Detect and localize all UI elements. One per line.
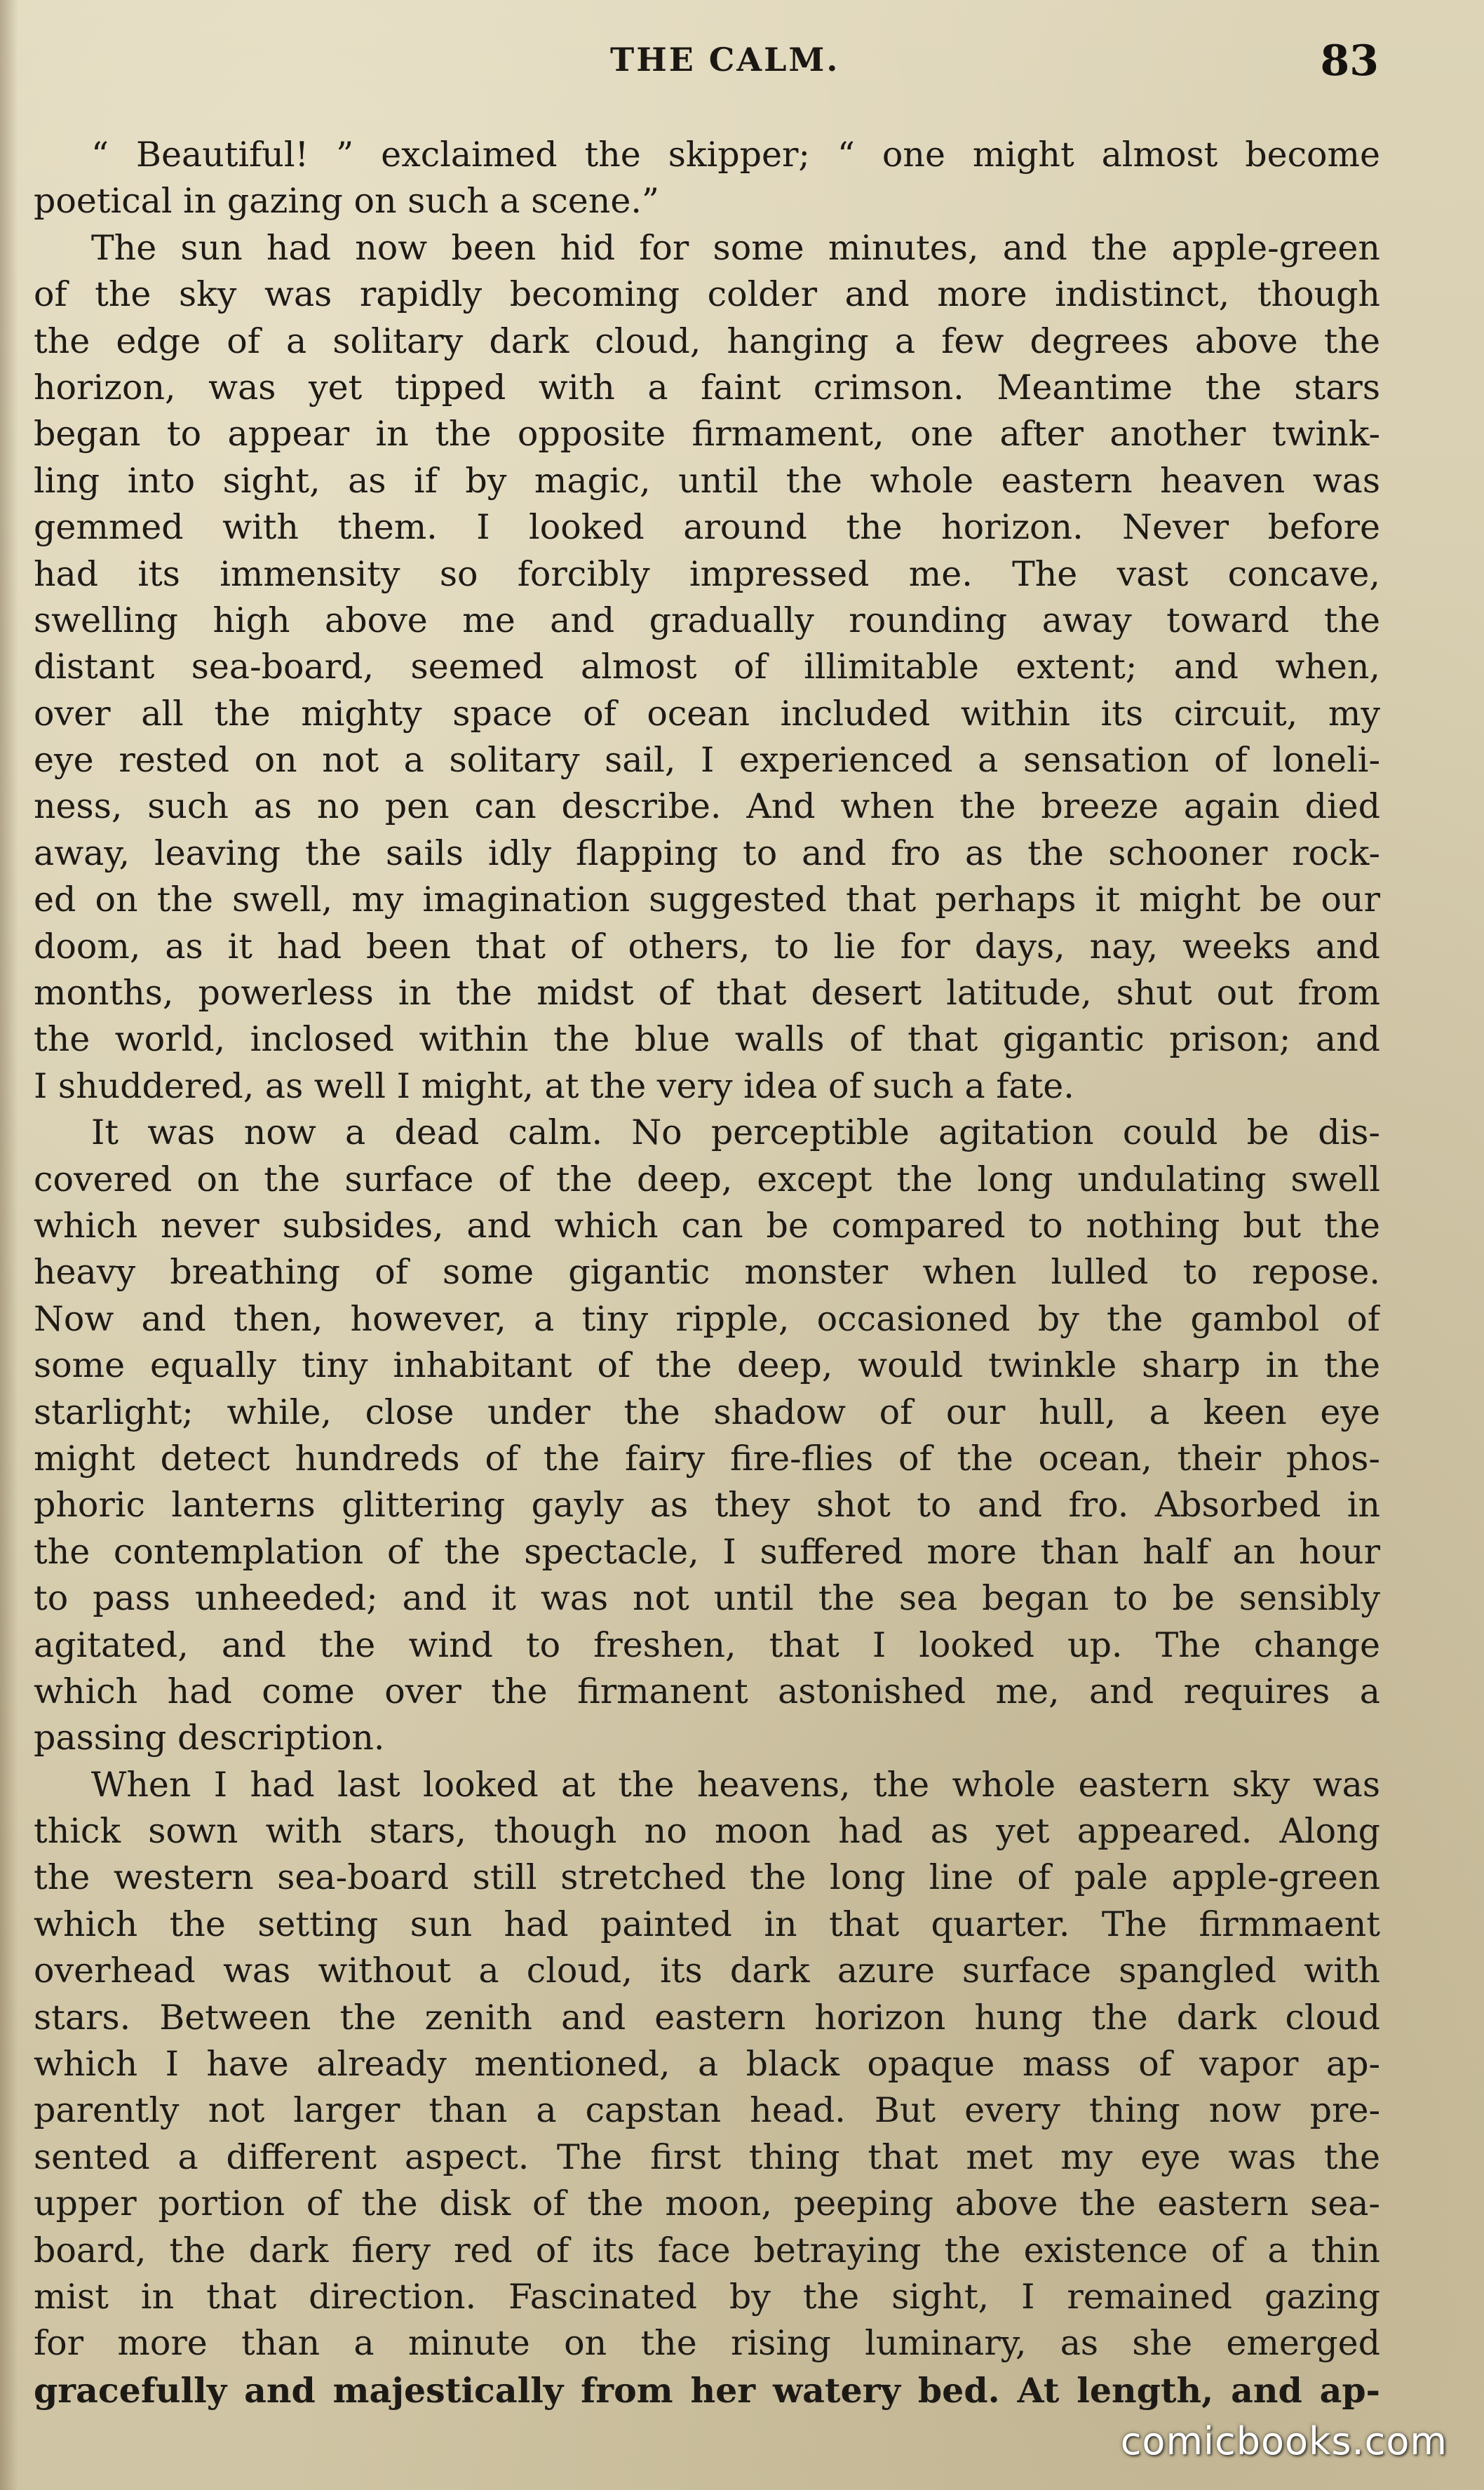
text-line: horizon, was yet tipped with a faint crimson. Meantime the stars — [34, 367, 1380, 408]
page-gutter-shadow — [0, 0, 18, 2490]
text-line: phoric lanterns glittering gayly as they shot to and fro. Absorbed in — [34, 1485, 1380, 1526]
text-line: stars. Between the zenith and eastern horizon hung the dark cloud — [34, 1997, 1380, 2038]
text-line: overhead was without a cloud, its dark azure surface spangled with — [34, 1951, 1380, 1991]
paragraph — [34, 225, 1380, 1110]
text-line: ling into sight, as if by magic, until the whole eastern heaven was — [34, 460, 1380, 501]
text-line: heavy breathing of some gigantic monster when lulled to repose. — [34, 1252, 1380, 1293]
running-title: THE CALM. — [610, 41, 840, 79]
text-line: I shuddered, as well I might, at the very idea of such a fate. — [34, 1065, 1074, 1106]
text-line: eye rested on not a solitary sail, I experienced a sensation of loneli- — [34, 740, 1380, 781]
text-line: the western sea-board still stretched the long line of pale apple-green — [34, 1857, 1380, 1898]
text-line: “ Beautiful! ” exclaimed the skipper; “ one might almost become — [91, 135, 1380, 175]
text-line: for more than a minute on the rising luminary, as she emerged — [34, 2323, 1380, 2364]
text-line: which I have already mentioned, a black opaque mass of vapor ap- — [34, 2044, 1380, 2085]
text-line: over all the mighty space of ocean included within its circuit, my — [34, 693, 1380, 734]
text-line: starlight; while, close under the shadow of our hull, a keen eye — [34, 1392, 1380, 1432]
text-line: which had come over the firmanent astonished me, and requires a — [34, 1671, 1380, 1711]
text-line: swelling high above me and gradually rounding away toward the — [34, 600, 1380, 640]
paragraph — [34, 1110, 1380, 1761]
text-line: parently not larger than a capstan head. But every thing now pre- — [34, 2090, 1380, 2131]
text-line: gemmed with them. I looked around the horizon. Never before — [34, 507, 1380, 548]
text-line: away, leaving the sails idly flapping to and fro as the schooner rock- — [34, 833, 1380, 873]
text-line: covered on the surface of the deep, except the long undulating swell — [34, 1159, 1380, 1199]
text-line: gracefully and majestically from her watery bed. At length, and ap- — [34, 2369, 1380, 2411]
text-line: months, powerless in the midst of that desert latitude, shut out from — [34, 973, 1380, 1014]
text-line: had its immensity so forcibly impressed me. The vast concave, — [34, 553, 1380, 594]
text-line: some equally tiny inhabitant of the deep, would twinkle sharp in the — [34, 1345, 1380, 1386]
text-line: thick sown with stars, though no moon had as yet appeared. Along — [34, 1811, 1380, 1852]
text-line: which the setting sun had painted in that quarter. The firmmaent — [34, 1904, 1380, 1944]
text-line: of the sky was rapidly becoming colder and more indistinct, though — [34, 274, 1380, 315]
text-line: sented a different aspect. The first thing that met my eye was the — [34, 2136, 1380, 2177]
text-line: The sun had now been hid for some minutes, and the apple-green — [91, 227, 1380, 268]
text-line: distant sea-board, seemed almost of illimitable extent; and when, — [34, 647, 1380, 687]
text-line: ed on the swell, my imagination suggested that perhaps it might be our — [34, 880, 1380, 920]
text-line: ness, such as no pen can describe. And when the breeze again died — [34, 786, 1380, 827]
text-line: which never subsides, and which can be compared to nothing but the — [34, 1205, 1380, 1246]
text-line: mist in that direction. Fascinated by the sight, I remained gazing — [34, 2276, 1380, 2317]
text-line: passing description. — [34, 1718, 385, 1758]
text-line: When I had last looked at the heavens, the whole eastern sky was — [91, 1764, 1380, 1805]
paragraph — [34, 132, 1380, 225]
watermark: comicbooks.com — [1120, 2419, 1448, 2463]
text-line: began to appear in the opposite firmament, one after another twink- — [34, 414, 1380, 455]
text-line: Now and then, however, a tiny ripple, occasioned by the gambol of — [34, 1298, 1380, 1339]
running-head — [0, 36, 1484, 93]
text-line: doom, as it had been that of others, to lie for days, nay, weeks and — [34, 926, 1380, 967]
text-line: upper portion of the disk of the moon, peeping above the eastern sea- — [34, 2183, 1380, 2224]
body-text — [34, 132, 1380, 2414]
page-number: 83 — [1320, 36, 1379, 86]
text-line: might detect hundreds of the fairy fire-flies of the ocean, their phos- — [34, 1438, 1380, 1479]
paragraph — [34, 1762, 1380, 2414]
text-line: the contemplation of the spectacle, I suffered more than half an hour — [34, 1531, 1380, 1572]
text-line: board, the dark fiery red of its face betraying the existence of a thin — [34, 2230, 1380, 2270]
text-line: It was now a dead calm. No perceptible agitation could be dis- — [91, 1112, 1380, 1153]
text-line: the world, inclosed within the blue walls of that gigantic prison; and — [34, 1019, 1380, 1060]
text-line: poetical in gazing on such a scene.” — [34, 181, 659, 222]
text-line: the edge of a solitary dark cloud, hanging a few degrees above the — [34, 321, 1380, 361]
text-line: to pass unheeded; and it was not until the sea began to be sensibly — [34, 1578, 1380, 1619]
text-line: agitated, and the wind to freshen, that I looked up. The change — [34, 1624, 1380, 1665]
